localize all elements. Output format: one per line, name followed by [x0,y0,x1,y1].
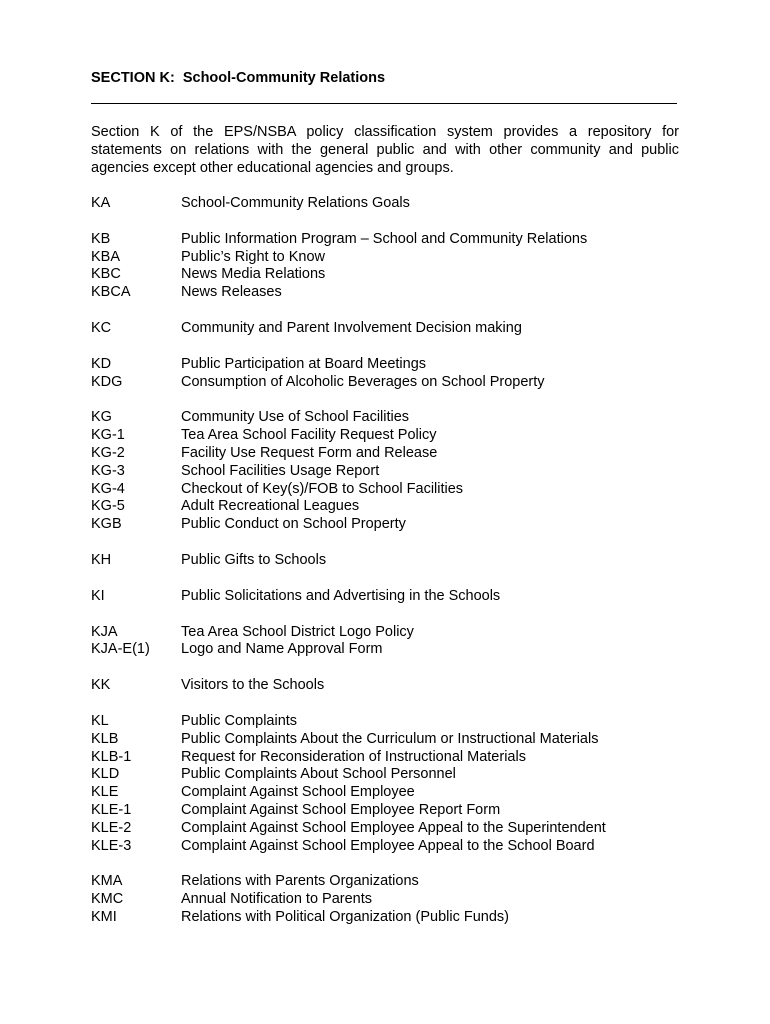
policy-title: Public Complaints About School Personnel [181,766,456,783]
policy-code: KB [91,230,111,247]
policy-title: Public Complaints [181,712,298,729]
policy-title: Consumption of Alcoholic Beverages on School Property [181,373,545,390]
policy-title: Complaint Against School Employee Appeal to the School Board [181,837,595,854]
policy-row [91,498,691,516]
policy-title: News Releases [181,284,282,301]
policy-row [91,249,691,267]
policy-code: KJA-E(1) [91,641,150,658]
policy-row [91,731,691,749]
policy-group [91,624,691,660]
policy-row [91,516,691,534]
policy-code: KJA [91,623,118,640]
policy-title: Checkout of Key(s)/FOB to School Facilities [181,480,464,497]
policy-row [91,320,691,338]
policy-row [91,552,691,570]
policy-row [91,713,691,731]
policy-group [91,713,691,855]
policy-row [91,873,691,891]
policy-row [91,749,691,767]
policy-code: KK [91,677,111,694]
policy-row [91,481,691,499]
policy-row [91,195,691,213]
policy-code: KBCA [91,284,131,301]
policy-row [91,231,691,249]
policy-title: Request for Reconsideration of Instructional Materials [181,748,526,765]
policy-code: KLB-1 [91,748,132,765]
policy-row [91,284,691,302]
policy-title: Complaint Against School Employee [181,784,415,801]
policy-code: KA [91,195,111,211]
policy-group [91,356,691,392]
policy-group [91,320,691,338]
policy-row [91,766,691,784]
policy-row [91,784,691,802]
policy-title: Relations with Parents Organizations [181,873,419,890]
policy-row [91,820,691,838]
policy-title: Public Solicitations and Advertising in the Schools [181,587,501,604]
policy-row [91,409,691,427]
policy-title: School Facilities Usage Report [181,462,380,479]
policy-code: KC [91,319,112,336]
policy-title: Complaint Against School Employee Appeal to the Superintendent [181,819,606,836]
policy-row [91,641,691,659]
policy-row [91,891,691,909]
heading-divider [91,103,677,104]
policy-title: Public Complaints About the Curriculum or Instructional Materials [181,730,599,747]
policy-group [91,873,691,926]
policy-title: Relations with Political Organization (Public Funds) [181,908,510,925]
policy-row [91,838,691,856]
policy-code: KBA [91,248,121,265]
policy-title: Public Information Program – School and Community Relations [181,230,588,247]
policy-group [91,677,691,695]
policy-code: KG [91,409,112,426]
policy-title: Adult Recreational Leagues [181,498,360,515]
policy-title: Tea Area School Facility Request Policy [181,427,437,444]
intro-paragraph: Section K of the EPS/NSBA policy classification system provides a repository for statements on relations with the general public and with other community and public agencies except other educational agencies and groups. [91,124,679,176]
policy-code: KLD [91,766,120,783]
policy-row [91,677,691,695]
policy-code: KLB [91,730,119,747]
policy-title: Visitors to the Schools [181,677,325,694]
policy-title: Facility Use Request Form and Release [181,444,438,461]
policy-code: KL [91,712,109,729]
policy-title: Public Gifts to Schools [181,551,327,568]
policy-code: KMI [91,908,117,925]
policy-title: Public Participation at Board Meetings [181,355,427,372]
policy-row [91,427,691,445]
policy-title: Public Conduct on School Property [181,516,406,533]
policy-code: KLE-3 [91,837,132,854]
policy-row [91,374,691,392]
policy-code: KH [91,551,112,568]
policy-title: Public’s Right to Know [181,248,326,265]
policy-code: KDG [91,373,123,390]
policy-list [91,195,691,945]
policy-code: KLE-2 [91,819,132,836]
policy-title: Community and Parent Involvement Decision making [181,319,522,336]
policy-title: Logo and Name Approval Form [181,641,383,658]
policy-row [91,463,691,481]
policy-code: KI [91,587,105,604]
policy-row [91,445,691,463]
policy-row [91,588,691,606]
policy-code: KG-4 [91,480,125,497]
policy-code: KBC [91,266,121,283]
section-heading: SECTION K: School-Community Relations [91,70,386,86]
policy-code: KMC [91,891,124,908]
policy-group [91,552,691,570]
policy-title: Tea Area School District Logo Policy [181,623,414,640]
policy-code: KLE-1 [91,801,132,818]
policy-code: KG-5 [91,498,125,515]
policy-group [91,409,691,534]
policy-group [91,195,691,213]
policy-group [91,231,691,302]
policy-title: Annual Notification to Parents [181,891,373,908]
policy-row [91,356,691,374]
policy-title: News Media Relations [181,266,326,283]
policy-code: KG-1 [91,427,125,444]
policy-code: KGB [91,516,122,533]
policy-code: KG-2 [91,444,125,461]
policy-code: KLE [91,784,119,801]
policy-code: KMA [91,873,123,890]
policy-title: School-Community Relations Goals [181,195,410,211]
policy-group [91,588,691,606]
policy-row [91,909,691,927]
policy-row [91,624,691,642]
policy-code: KG-3 [91,462,125,479]
policy-row [91,802,691,820]
policy-title: Community Use of School Facilities [181,409,410,426]
policy-title: Complaint Against School Employee Report Form [181,801,501,818]
policy-code: KD [91,355,112,372]
policy-row [91,266,691,284]
